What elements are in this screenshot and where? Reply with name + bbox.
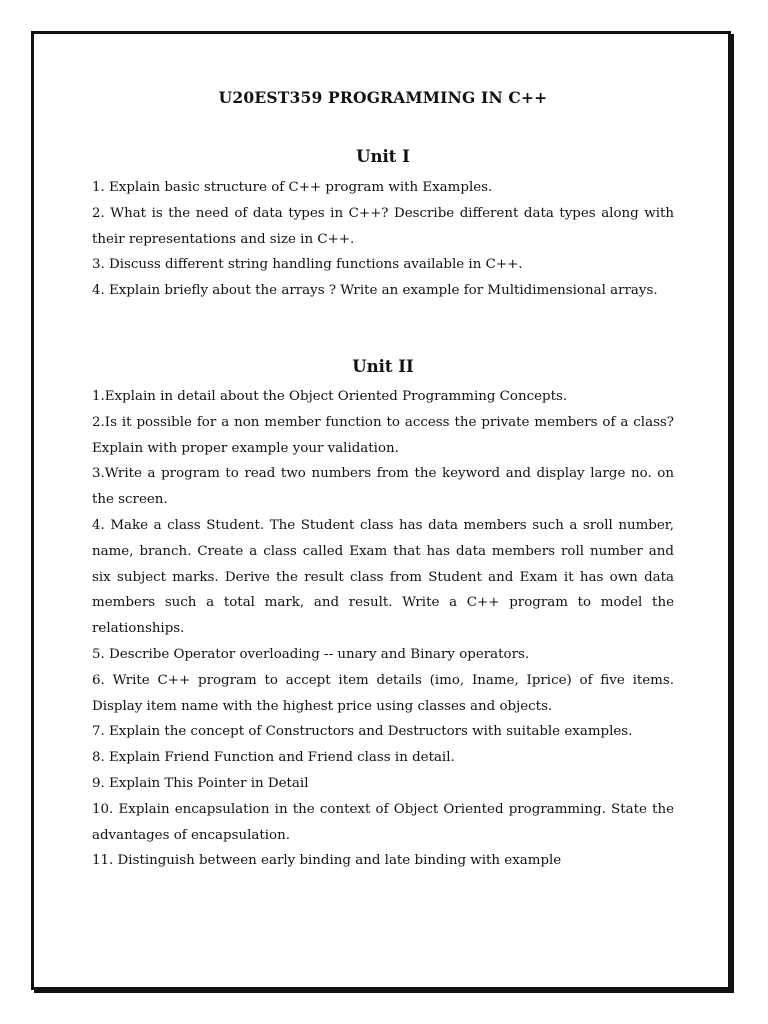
unit-heading-1: Unit I (356, 147, 410, 166)
question-item: 4. Explain briefly about the arrays ? Write an example for Multidimensional arrays. (92, 283, 658, 299)
question-item: 3.Write a program to read two numbers from the keyword and display large no. on the screen. (92, 466, 674, 508)
unit-2-question-list (92, 384, 674, 874)
question-item: 5. Describe Operator overloading -- unary and Binary operators. (92, 646, 530, 662)
unit-1-question-list (92, 175, 674, 304)
question-item: 2. What is the need of data types in C++? Describe different data types along with their representations and size in C++. (92, 205, 674, 247)
question-item: 4. Make a class Student. The Student class has data members such a sroll number, name, branch. Create a class called Exam that has data members roll number and six subject marks. Derive the result class from Student and Exam it has own data members such a total mark, and result. Write a C++ program to model the relationships. (92, 517, 674, 637)
question-item: 3. Discuss different string handling functions available in C++. (92, 257, 523, 273)
question-item: 11. Distinguish between early binding and late binding with example (92, 853, 562, 869)
question-item: 1.Explain in detail about the Object Oriented Programming Concepts. (92, 389, 568, 404)
question-item: 7. Explain the concept of Constructors and Destructors with suitable examples. (92, 724, 633, 740)
question-item: 9. Explain This Pointer in Detail (92, 775, 309, 791)
document-title: U20EST359 PROGRAMMING IN C++ (218, 88, 548, 107)
question-item: 2.Is it possible for a non member function to access the private members of a class? Explain with proper example your validation. (92, 414, 674, 456)
question-item: 6. Write C++ program to accept item details (imo, Iname, Iprice) of five items. Display item name with the highest price using classes and objects. (92, 672, 674, 714)
unit-heading-2: Unit II (352, 357, 414, 376)
question-item: 1. Explain basic structure of C++ program with Examples. (92, 180, 493, 195)
question-item: 10. Explain encapsulation in the context of Object Oriented programming. State the advantages of encapsulation. (92, 801, 674, 843)
question-item: 8. Explain Friend Function and Friend class in detail. (92, 750, 455, 766)
